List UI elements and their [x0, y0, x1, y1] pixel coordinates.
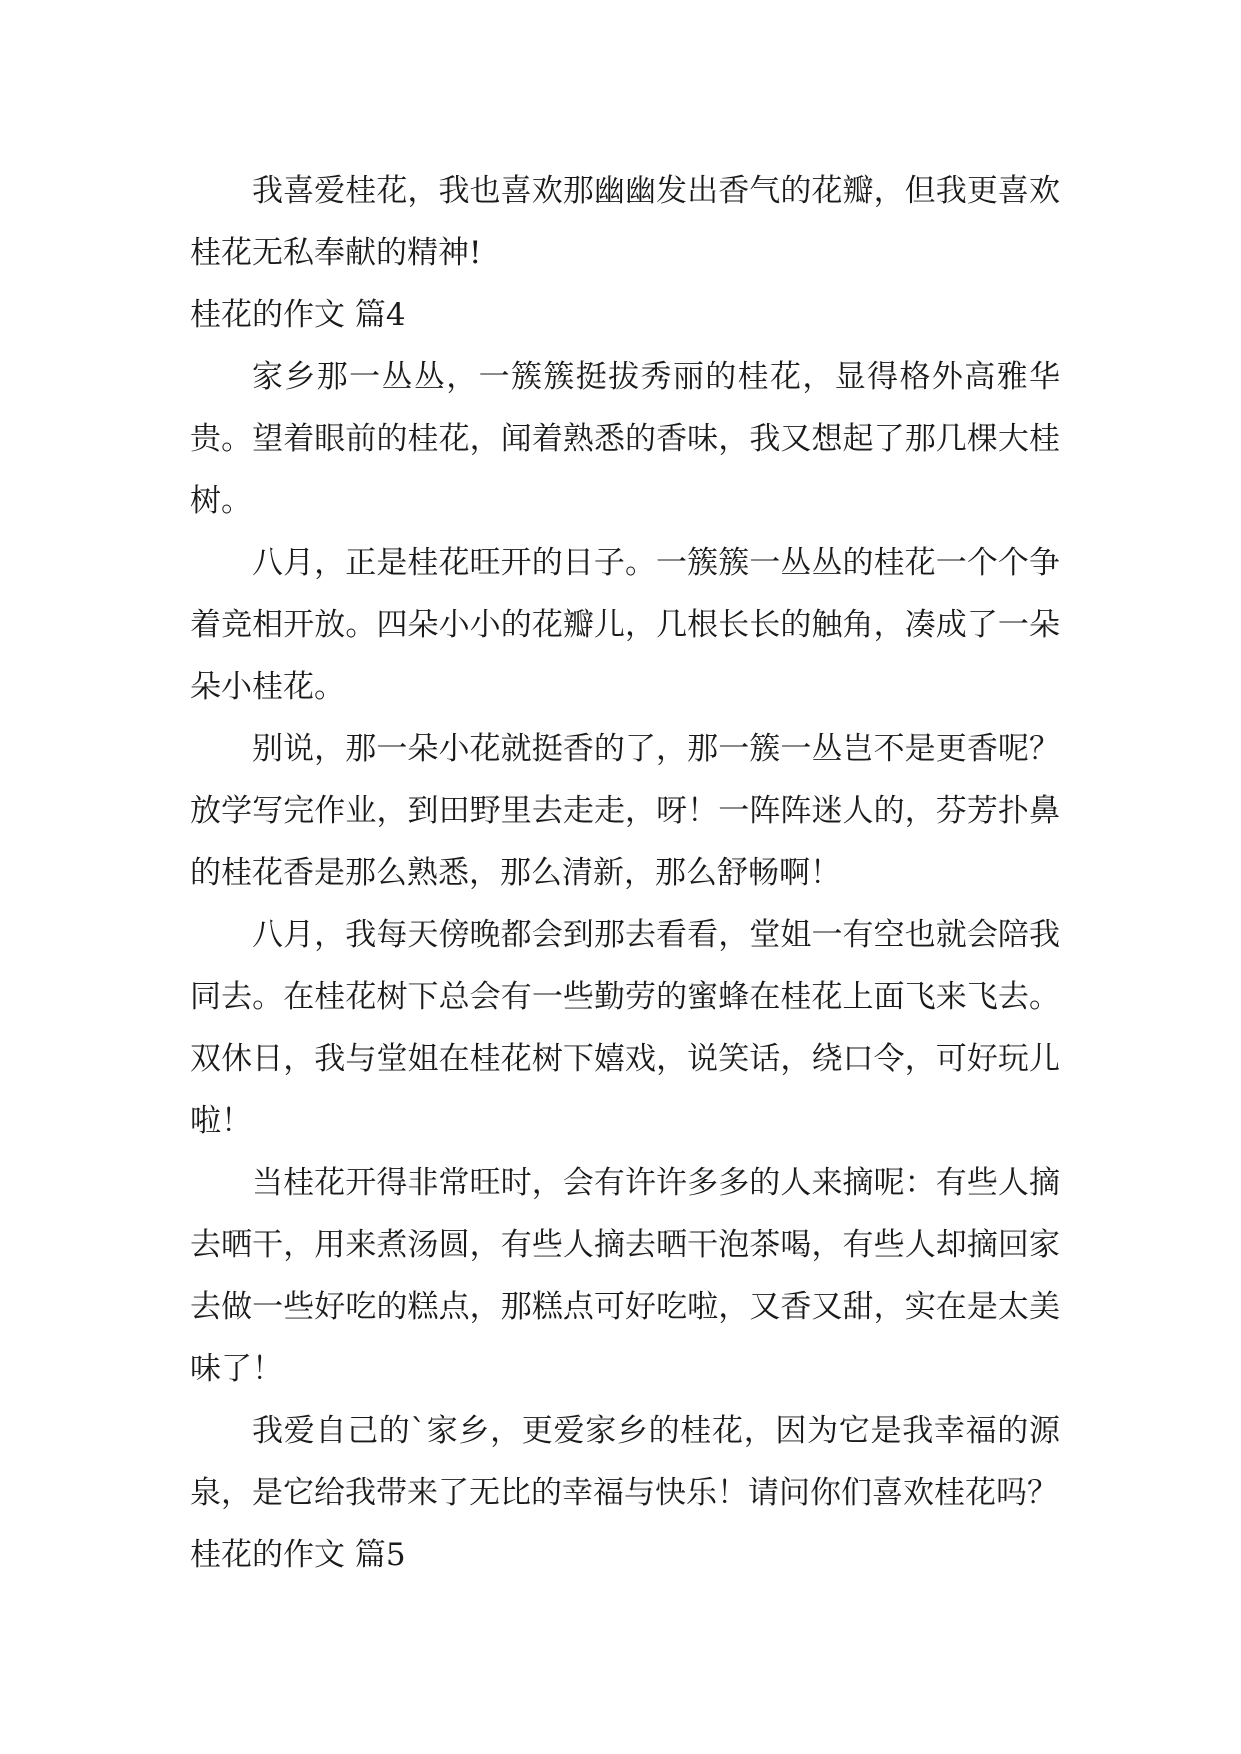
section-heading: 桂花的作文 篇4	[190, 297, 406, 333]
paragraph: 我喜爱桂花，我也喜欢那幽幽发出香气的花瓣，但我更喜欢桂花无私奉献的精神!	[190, 173, 1060, 271]
section-heading: 桂花的作文 篇5	[190, 1537, 406, 1573]
paragraph: 我爱自己的`家乡，更爱家乡的桂花，因为它是我幸福的源泉，是它给我带来了无比的幸福与快乐！请问你们喜欢桂花吗？	[190, 1413, 1060, 1511]
paragraph: 别说，那一朵小花就挺香的了，那一簇一丛岂不是更香呢？放学写完作业，到田野里去走走，呀！一阵阵迷人的，芬芳扑鼻的桂花香是那么熟悉，那么清新，那么舒畅啊！	[190, 731, 1060, 891]
paragraph: 八月，我每天傍晚都会到那去看看，堂姐一有空也就会陪我同去。在桂花树下总会有一些勤劳的蜜蜂在桂花上面飞来飞去。双休日，我与堂姐在桂花树下嬉戏，说笑话，绕口令，可好玩儿啦！	[190, 917, 1060, 1139]
paragraph: 当桂花开得非常旺时，会有许许多多的人来摘呢：有些人摘去晒干，用来煮汤圆，有些人摘去晒干泡茶喝，有些人却摘回家去做一些好吃的糕点，那糕点可好吃啦，又香又甜，实在是太美味了！	[190, 1165, 1060, 1387]
paragraph: 八月，正是桂花旺开的日子。一簇簇一丛丛的桂花一个个争着竞相开放。四朵小小的花瓣儿，几根长长的触角，凑成了一朵朵小桂花。	[190, 545, 1060, 705]
paragraph: 家乡那一丛丛，一簇簇挺拔秀丽的桂花，显得格外高雅华贵。望着眼前的桂花，闻着熟悉的香味，我又想起了那几棵大桂树。	[190, 359, 1060, 519]
document-body	[190, 160, 1060, 1586]
